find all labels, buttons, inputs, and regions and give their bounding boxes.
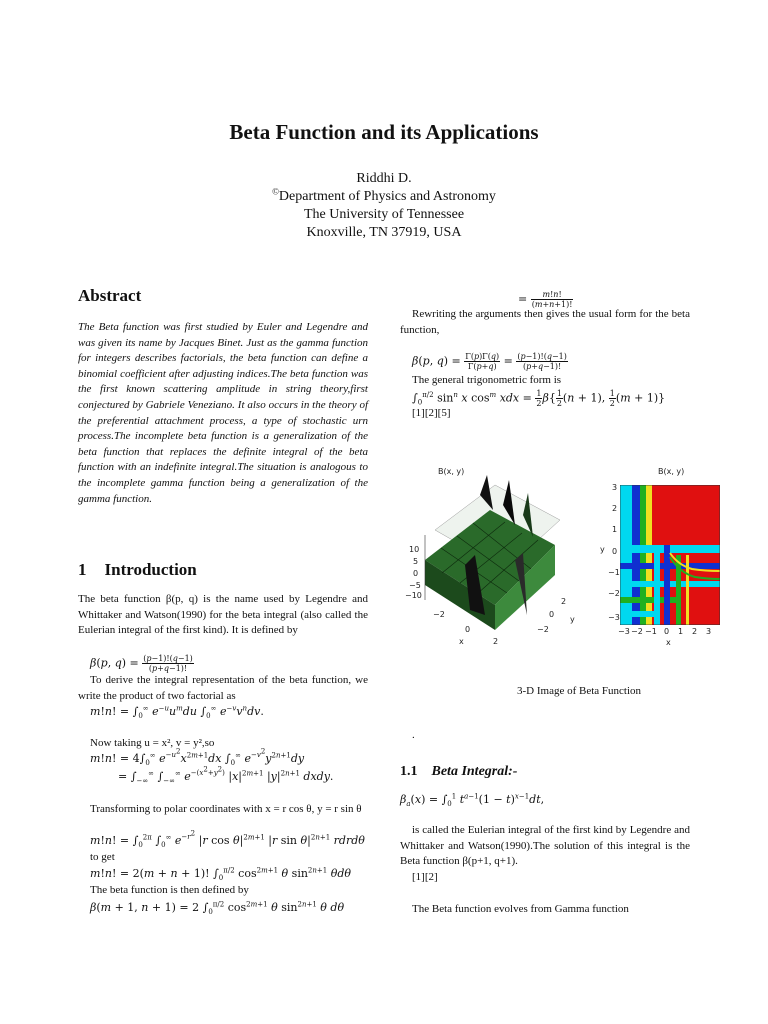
- z-tick-neg5: −5: [409, 581, 421, 590]
- rx-tick-3: 3: [706, 627, 712, 636]
- subsection-number: 1.1: [400, 764, 418, 779]
- rx-tick-0: 0: [664, 627, 670, 636]
- z-tick-neg10: −10: [405, 591, 422, 600]
- z-tick-10: 10: [409, 545, 420, 554]
- z-tick-5: 5: [413, 557, 419, 566]
- intro-paragraph-1: The beta function β(p, q) is the name used by Legendre and Whittaker and Watson(1990) for the beta integral (also called the Eulerian integral of the first kind). It is defined by: [78, 593, 368, 637]
- intro-paragraph-5: to get: [90, 851, 115, 863]
- abstract-heading: Abstract: [78, 286, 142, 305]
- affiliation-line: [0, 188, 768, 206]
- section-number: 1: [78, 560, 87, 579]
- right-paragraph-2: The general trigonometric form is: [412, 374, 562, 386]
- y-tick-0: 0: [549, 610, 555, 619]
- rx-tick-1: 1: [678, 627, 684, 636]
- intro-paragraph-3: Now taking u = x², v = y²,so: [90, 737, 215, 749]
- rx-tick-2: 2: [692, 627, 698, 636]
- right-paragraph-1: Rewriting the arguments then gives the usual form for the beta function,: [400, 308, 690, 336]
- figure-caption: 3-D Image of Beta Function: [517, 685, 642, 697]
- abstract-text: The Beta function was first studied by Euler and Legendre and was given its name by Jacques Binet. Just as the gamma function for integers describes factorials, the beta function can define a binomial coefficient after adjusting indices.The beta function was the first known scattering amplitude in string theory,first conjectured by Gabriele Veneziano. It also occurs in the theory of the preferential attachment process, a type of stochastic urn process.The incomplete beta function is a generalization of the beta function that replaces the definite integral of the beta function with an indefinite integral.The situation is analogous to the incomplete gamma function being a generalization of the gamma function.: [78, 321, 368, 505]
- y-axis-label: y: [570, 615, 575, 624]
- subsection-heading: [400, 764, 517, 780]
- ry-tick-3: 3: [612, 483, 618, 492]
- factorial-product-equation: m!n! = $\int_0^\infty$ $e^{-u}u^mdu$ $\int_0^\infty$ $e^{-v}v^ndv$.: [90, 704, 264, 721]
- surface-plot-title: B(x, y): [438, 467, 465, 476]
- rx-tick-neg3: −3: [618, 627, 630, 636]
- affiliation-mark: ©: [272, 186, 279, 197]
- right-paragraph-4: The Beta function evolves from Gamma function: [412, 903, 629, 915]
- right-y-axis-label: y: [600, 545, 605, 554]
- polar-equation: m!n! = $\int_0^{2\pi}$ $\int_0^\infty$ $e^{-r^2}$ |r $\cos \theta|^{2m+1}$ |r $\sin \theta|^{2n+1}$ rdrdθ: [90, 830, 365, 850]
- trig-factorial-equation: m!n! = 2(m + n + 1)! $\int_0^{\pi/2}$ $\cos^{2m+1} \theta$ $\sin^{2n+1} \theta d\theta$: [90, 866, 352, 883]
- rx-tick-neg2: −2: [631, 627, 643, 636]
- refs-1: [1][2][5]: [412, 407, 451, 419]
- x-tick-neg2: −2: [433, 610, 445, 619]
- intro-paragraph-2: To derive the integral representation of the beta function, we write the product of two factorial as: [78, 674, 368, 702]
- right-paragraph-3: is called the Eulerian integral of the first kind by Legendre and Whittaker and Watson(1990).The solution of this integral is the Beta function β(p+1, q+1).: [400, 824, 690, 868]
- x-axis-label: x: [459, 637, 464, 646]
- subsection-title: Beta Integral:-: [431, 764, 518, 779]
- ry-tick-1: 1: [612, 525, 618, 534]
- z-tick-0: 0: [413, 569, 419, 578]
- factorial-ratio-equation: = $\frac{m!n!}{(m+n+1)!}$: [518, 290, 573, 309]
- substitution-equation-1: m!n! = $4\int_0^\infty$ $e^{-u^2}x^{2m+1}dx$ $\int_0^\infty$ $e^{-v^2}y^{2n+1}dy$: [90, 748, 305, 768]
- ry-tick-neg1: −1: [608, 568, 620, 577]
- paper-title: Beta Function and its Applications: [229, 120, 539, 144]
- general-trig-equation: $\int_0^{\pi/2}$ $\sin^n x$ $\cos^m$ xdx = $\frac{1}{2}$ β{ $\frac{1}{2}$ (n + 1), $\frac{1}{2}$ (m + 1)}: [412, 389, 666, 408]
- location: Knoxville, TN 37919, USA: [306, 225, 462, 240]
- ry-tick-2: 2: [612, 504, 618, 513]
- y-tick-2: 2: [561, 597, 567, 606]
- beta-surface-plot: [405, 465, 585, 655]
- y-tick-neg2: −2: [537, 625, 549, 634]
- section-title: Introduction: [104, 560, 197, 579]
- beta-definition-equation: β(p, q) = $\frac{(p-1)!(q-1)}{(p+q-1)!}$: [90, 654, 193, 673]
- surface-plot-svg: [405, 465, 585, 655]
- x-tick-0: 0: [465, 625, 471, 634]
- affiliation: Department of Physics and Astronomy: [278, 189, 496, 204]
- rx-tick-neg1: −1: [645, 627, 657, 636]
- intro-heading: [78, 560, 197, 580]
- substitution-equation-2: = $\int_{-\infty}^\infty$ $\int_{-\infty}^\infty$ $e^{-(x^2+y^2)}$ $|x|^{2m+1}$ $|y|^{2n+1}$ dxdy.: [118, 766, 334, 786]
- ry-tick-neg2: −2: [608, 589, 620, 598]
- ry-tick-0: 0: [612, 547, 618, 556]
- beta-integral-equation: $\beta_a(x) = \int_0^1$ $t^{a-1}(1 - t)^{x-1}dt$,: [400, 792, 545, 809]
- intro-paragraph-4: Transforming to polar coordinates with x = r cos θ, y = r sin θ: [90, 803, 362, 815]
- refs-2: [1][2]: [412, 871, 438, 883]
- beta-gamma-equation: β(p, q) = $\frac{\Gamma(p)\Gamma(q)}{\Gamma(p+q)}$ = $\frac{(p-1)!(q-1)}{(p+q-1)!}$: [412, 352, 567, 371]
- x-tick-2: 2: [493, 637, 499, 646]
- beta-density-plot: [598, 465, 728, 655]
- author: Riddhi D.: [356, 171, 412, 186]
- density-plot-title: B(x, y): [658, 467, 685, 476]
- density-plot-svg: [620, 485, 720, 625]
- university: The University of Tennessee: [303, 207, 465, 222]
- intro-paragraph-6: The beta function is then defined by: [90, 884, 249, 896]
- beta-trig-equation: β(m + 1, n + 1) = 2 $\int_0^{\pi/2}$ $\cos^{2m+1} \theta$ $\sin^{2n+1} \theta$ dθ: [90, 900, 345, 917]
- right-x-axis-label: x: [666, 638, 671, 647]
- ry-tick-neg3: −3: [608, 613, 620, 622]
- stray-dot: .: [412, 729, 415, 741]
